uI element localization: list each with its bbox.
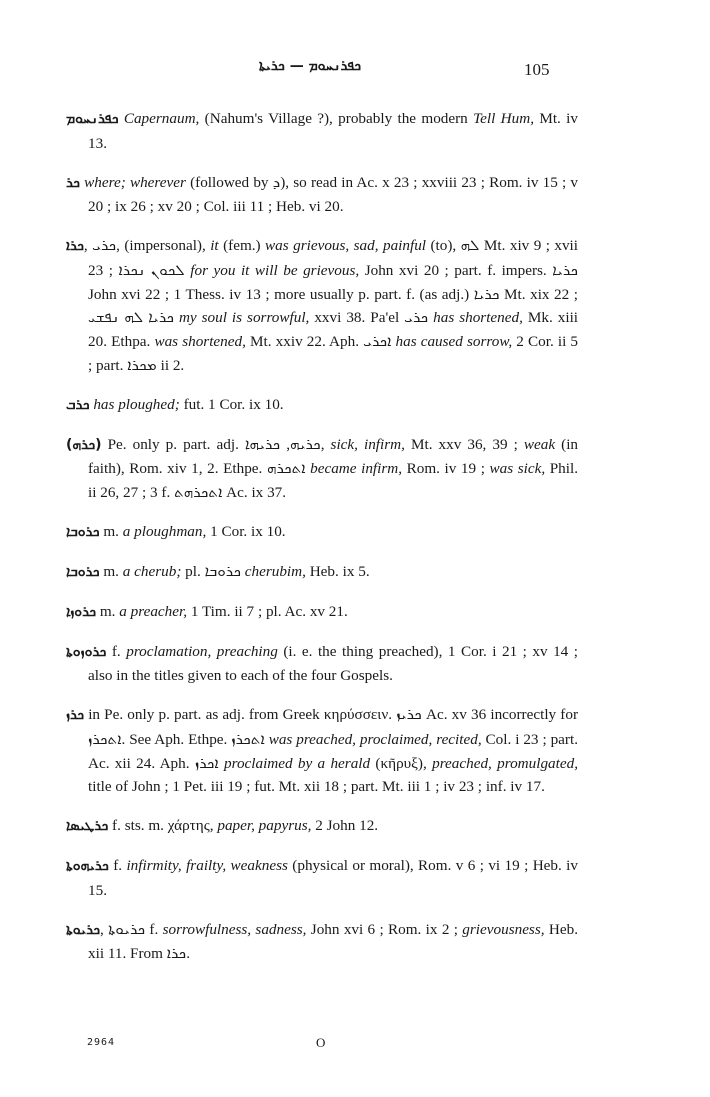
entry-gloss: weak bbox=[523, 435, 556, 453]
entry-gloss: was sick, bbox=[489, 460, 546, 478]
dictionary-entry bbox=[66, 814, 578, 839]
entry-text: Rom. iv 19 ; bbox=[402, 460, 490, 478]
dictionary-entry bbox=[66, 520, 578, 545]
entry-text: John xvi 20 ; part. f. impers. ܟܪܝܐ John xvi 22 ; 1 Thess. iv 13 ; more usually p. part. f. (as adj.) ܟܪܝܐ Mt. xix 22 ; ܟܪܝܐ ܠܗ ܢܦܫܝ bbox=[88, 262, 579, 327]
entry-text: 2 John 12. bbox=[311, 817, 379, 835]
dictionary-entry bbox=[66, 234, 578, 377]
entry-gloss: preached, promulgated, bbox=[432, 754, 578, 772]
printer-signature-letter: O bbox=[316, 1035, 326, 1050]
entry-text: Mk. xiii 20. Ethpa. bbox=[88, 309, 579, 351]
entry-text: 1 Cor. ix 10. bbox=[206, 522, 286, 540]
entry-gloss: has ploughed; bbox=[93, 395, 180, 413]
dictionary-entry bbox=[66, 600, 578, 625]
entry-text: (followed by ܕ), so read in Ac. x 23 ; xxviii 23 ; Rom. iv 15 ; v 20 ; ix 26 ; xv 20 ; Col. iii 11 ; Heb. vi 20. bbox=[88, 173, 578, 216]
entry-gloss: for you it will be grievous, bbox=[190, 262, 360, 280]
entry-headword: ܟܪܙ bbox=[66, 707, 85, 724]
entry-text: Col. i 23 ; part. Ac. xii 24. Aph. ܐܟܪܙ bbox=[88, 730, 578, 772]
entry-gloss: sorrowfulness, sadness, bbox=[162, 920, 307, 938]
entry-text: Pe. only p. part. adj. ܟܪܝܗ, ܟܪܝܗܐ, bbox=[101, 435, 331, 453]
entry-headword: ܟܪܐ bbox=[66, 238, 84, 255]
entry-text: (physical or moral), Rom. v 6 ; vi 19 ; Heb. iv 15. bbox=[88, 857, 578, 899]
entry-text: (to), ܠܗ Mt. xiv 9 ; xvii 23 ; ܠܟܘܢ ܢܟܪܐ bbox=[88, 237, 578, 280]
entry-gloss: a cherub; bbox=[122, 562, 182, 580]
dictionary-entry bbox=[66, 854, 578, 902]
dictionary-entry bbox=[66, 703, 578, 799]
entry-text: 2 Cor. ii 5 ; part. ܡܟܪܐ ii 2. bbox=[88, 333, 579, 374]
entry-headword: ܟܪ bbox=[66, 174, 80, 191]
entry-text: fut. 1 Cor. ix 10. bbox=[179, 395, 284, 413]
entry-list bbox=[66, 92, 578, 974]
entry-headword: (ܟܪܗ) bbox=[66, 436, 102, 453]
entry-gloss: has shortened, bbox=[433, 309, 523, 327]
running-head-title: ܟܦܪܢܚܘܡ — ܟܪܝܬܐ bbox=[258, 58, 362, 74]
entry-headword: ܟܪܘܙܘܬܐ bbox=[66, 643, 107, 660]
entry-text: Heb. xii 11. From ܟܪܐ. bbox=[88, 920, 578, 963]
entry-text: m. bbox=[99, 522, 123, 540]
entry-text: f. bbox=[106, 642, 127, 660]
entry-text: (i. e. the thing preached), 1 Cor. i 21 ; xv 14 ; also in the titles given to each of the four Gospels. bbox=[88, 642, 579, 685]
entry-text: (fem.) bbox=[218, 237, 266, 255]
entry-headword: ܟܪܘܙܐ bbox=[66, 603, 97, 620]
entry-gloss: Tell Hum, bbox=[473, 110, 534, 128]
entry-gloss: my soul is sorrowful, bbox=[178, 309, 310, 327]
entry-gloss: paper, papyrus, bbox=[217, 817, 312, 835]
entry-gloss: proclamation, preaching bbox=[126, 642, 278, 660]
entry-gloss: a ploughman, bbox=[122, 522, 207, 540]
printer-signature-number: 2964 bbox=[87, 1037, 116, 1048]
entry-text: pl. ܟܪܘܒܐ bbox=[181, 562, 245, 580]
entry-text: 1 Tim. ii 7 ; pl. Ac. xv 21. bbox=[187, 602, 348, 620]
dictionary-entry bbox=[66, 433, 578, 505]
entry-text: Phil. ii 26, 27 ; 3 f. ܐܬܟܪܗܬ Ac. ix 37. bbox=[88, 460, 579, 502]
entry-headword: ܟܪܝܗܘܬܐ bbox=[66, 858, 109, 875]
entry-text: Mt. iv 13. bbox=[88, 110, 578, 152]
entry-text: , ܟܪܝ, (impersonal), bbox=[83, 237, 211, 255]
entry-headword: ܟܦܪܢܚܘܡ bbox=[66, 111, 119, 128]
entry-gloss: was grievous, sad, painful bbox=[265, 237, 427, 255]
entry-gloss: proclaimed by a herald bbox=[224, 754, 371, 772]
entry-gloss: was preached, proclaimed, recited, bbox=[268, 730, 482, 748]
entry-text: John xvi 6 ; Rom. ix 2 ; bbox=[306, 920, 463, 938]
entry-text: Mt. xxv 36, 39 ; bbox=[404, 435, 524, 453]
entry-gloss: grievousness, bbox=[462, 920, 545, 938]
dictionary-entry bbox=[66, 640, 578, 688]
entry-text: m. bbox=[99, 562, 123, 580]
entry-gloss: a preacher, bbox=[119, 602, 188, 620]
entry-text: (κῆρυξ), bbox=[370, 754, 433, 772]
entry-headword: ܟܪܒ bbox=[66, 396, 90, 413]
entry-gloss: infirmity, frailty, weakness bbox=[126, 857, 288, 875]
entry-gloss: was shortened, bbox=[154, 333, 246, 351]
dictionary-entry bbox=[66, 393, 578, 418]
entry-gloss: it bbox=[210, 237, 219, 255]
dictionary-entry bbox=[66, 171, 578, 219]
entry-text: Mt. xxiv 22. Aph. ܐܟܪܝ bbox=[245, 333, 396, 351]
entry-gloss: has caused sorrow, bbox=[395, 333, 513, 351]
entry-text: in Pe. only p. part. as adj. from Greek κηρύσσειν. ܟܪܝܙ Ac. xv 36 incorrectly for ܐܬܟܪܙ. See Aph. Ethpe. ܐܬܟܪܙ bbox=[84, 706, 579, 748]
entry-headword: ܟܪܝܘܬܐ bbox=[66, 921, 101, 938]
entry-gloss: where; wherever bbox=[84, 173, 186, 191]
entry-text: (in faith), Rom. xiv 1, 2. Ethpe. ܐܬܟܪܗ bbox=[88, 435, 579, 478]
entry-headword: ܟܪܘܒܐ bbox=[66, 563, 100, 580]
dictionary-entry bbox=[66, 918, 578, 966]
entry-text: (Nahum's Village ?), probably the modern bbox=[199, 110, 474, 128]
entry-gloss: cherubim, bbox=[244, 562, 306, 580]
entry-gloss: Capernaum, bbox=[123, 110, 200, 128]
entry-text: , ܟܪܝܘܬܐ f. bbox=[100, 920, 163, 938]
entry-headword: ܟܪܘܒܐ bbox=[66, 523, 100, 540]
page-number: 105 bbox=[524, 60, 550, 79]
entry-text: m. bbox=[96, 602, 120, 620]
entry-text: Heb. ix 5. bbox=[305, 562, 370, 580]
entry-gloss: sick, infirm, bbox=[330, 435, 405, 453]
entry-text: f. bbox=[108, 857, 127, 875]
running-head bbox=[0, 58, 710, 82]
entry-text: title of John ; 1 Pet. iii 19 ; fut. Mt. xii 18 ; part. Mt. iii 1 ; iv 23 ; inf. iv 17. bbox=[88, 778, 545, 796]
dictionary-entry bbox=[66, 107, 578, 155]
entry-headword: ܟܪܛܝܣܐ bbox=[66, 818, 109, 835]
entry-text: xxvi 38. Pa'el ܟܪܝ bbox=[309, 309, 434, 327]
entry-gloss: became infirm, bbox=[310, 460, 403, 478]
dictionary-entry bbox=[66, 560, 578, 585]
entry-text: f. sts. m. χάρτης, bbox=[108, 817, 218, 835]
